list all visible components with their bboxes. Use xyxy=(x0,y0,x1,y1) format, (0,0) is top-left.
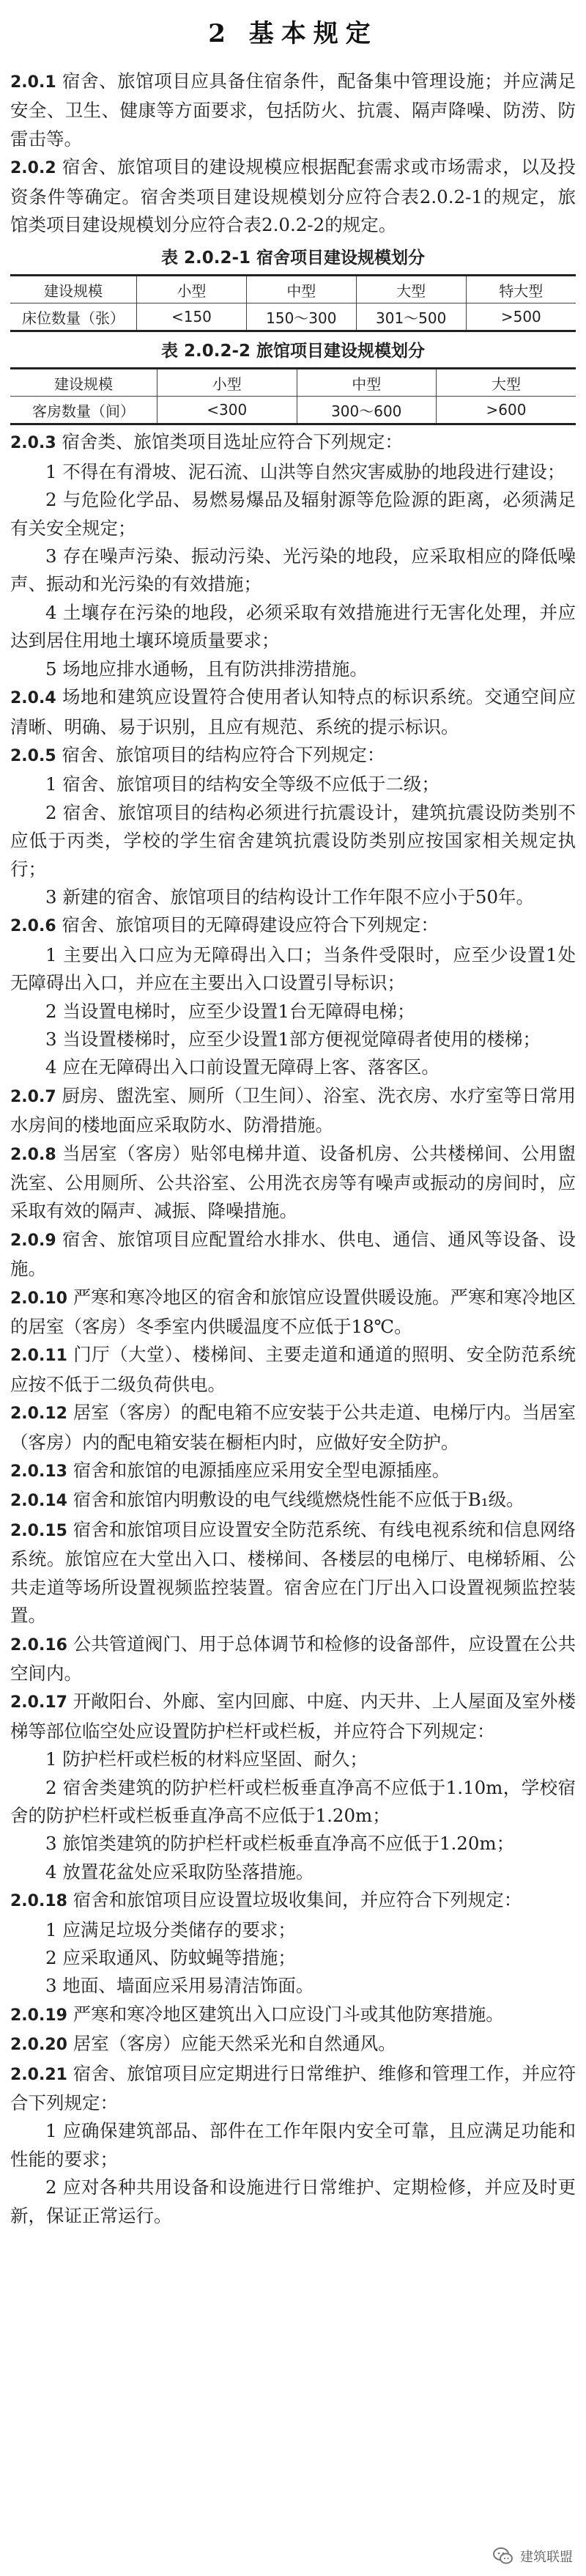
clause-text: 宿舍和旅馆项目应设置安全防范系统、有线电视系统和信息网络系统。旅馆应在大堂出入口、楼梯间、各楼层的电梯厅、电梯轿厢、公共走道等场所设置视频监控装置。宿舍应在门厅出入口设置视频监控装置。 xyxy=(10,1518,576,1627)
clause-number: 2.0.6 xyxy=(10,917,56,936)
clause-item: 3 当设置楼梯时，应至少设置1部方便视觉障碍者使用的楼梯； xyxy=(45,1028,541,1050)
clause-number: 2.0.16 xyxy=(10,1635,67,1655)
clause-item: 2 宿舍、旅馆项目的结构必须进行抗震设计，建筑抗震设防类别不应低于丙类，学校的学生宿舍建筑抗震设防类别应按国家相关规定执行； xyxy=(10,801,576,880)
watermark-text: 建筑联盟 xyxy=(520,2550,573,2565)
clause-text: 居室（客房）的配电箱不应安装于公共走道、电梯厅内。当居室（客房）内的配电箱安装在橱柜内时，应做好安全防护。 xyxy=(10,1402,576,1453)
table-cell: 301～500 xyxy=(356,303,466,331)
clause-text: 宿舍、旅馆项目的建设规模应根据配套需求或市场需求，以及投资条件等确定。宿舍类项目建设规模划分应符合表2.0.2-1的规定，旅馆类项目建设规模划分应符合表2.0.2-2的规定。 xyxy=(10,156,576,236)
table-caption: 表 2.0.2-1 宿舍项目建设规模划分 xyxy=(160,249,426,268)
clause xyxy=(10,911,576,941)
clause xyxy=(10,1284,576,1342)
clause-number: 2.0.9 xyxy=(10,1231,56,1250)
clause-text: 宿舍、旅馆项目的无障碍建设应符合下列规定： xyxy=(62,914,439,936)
table-cell: 特大型 xyxy=(466,276,576,303)
table-cell: 150～300 xyxy=(246,303,356,331)
clause-number: 2.0.5 xyxy=(10,746,56,765)
table-cell: 大型 xyxy=(356,276,466,303)
clause-text: 厨房、盥洗室、厕所（卫生间）、浴室、洗衣房、水疗室等日常用水房间的楼地面应采取防水、防滑措施。 xyxy=(10,1084,576,1136)
clause xyxy=(10,1516,576,1630)
clause-text: 严寒和寒冷地区建筑出入口应设门斗或其他防寒措施。 xyxy=(73,2003,504,2025)
section-title: 2 基本规定 xyxy=(208,19,378,48)
clause xyxy=(10,1226,576,1284)
table-cell: 大型 xyxy=(437,369,576,397)
clause-item: 1 应确保建筑部品、部件在工作年限内安全可靠，且应满足功能和性能的要求； xyxy=(10,2120,576,2170)
clause-number: 2.0.7 xyxy=(10,1087,56,1106)
clause xyxy=(10,1341,576,1399)
clause-number: 2.0.20 xyxy=(10,2036,67,2055)
clause-number: 2.0.2 xyxy=(10,159,56,178)
clause xyxy=(10,2030,576,2059)
clause-text: 宿舍和旅馆内明敷设的电气线缆燃烧性能不应低于B₁级。 xyxy=(73,1489,524,1511)
clause xyxy=(10,1399,576,1457)
clause-item: 3 存在噪声污染、振动污染、光污染的地段，应采取相应的降低噪声、振动和光污染的有效措施； xyxy=(10,545,576,595)
clause xyxy=(10,1688,576,1745)
clause-item: 4 应在无障碍出入口前设置无障碍上客、落客区。 xyxy=(45,1056,440,1078)
table-caption: 表 2.0.2-2 旅馆项目建设规模划分 xyxy=(160,342,426,361)
clause xyxy=(10,741,576,770)
clause-text: 宿舍、旅馆项目应配置给水排水、供电、通信、通风等设备、设施。 xyxy=(10,1228,576,1280)
clause-item: 4 放置花盆处应采取防坠落措施。 xyxy=(45,1861,314,1883)
table-cell: 中型 xyxy=(297,369,437,397)
clause-item: 1 应满足垃圾分类储存的要求； xyxy=(45,1918,296,1940)
clause-number: 2.0.21 xyxy=(10,2065,67,2084)
clause-number: 2.0.19 xyxy=(10,2006,67,2025)
clause-number: 2.0.10 xyxy=(10,1289,67,1308)
clause-number: 2.0.3 xyxy=(10,434,56,453)
table-cell: >500 xyxy=(466,303,576,331)
clause-item: 1 主要出入口应为无障碍出入口；当条件受限时，应至少设置1处无障碍出入口，并应在主要出入口设置引导标识； xyxy=(10,943,576,994)
table-cell: 中型 xyxy=(246,276,356,303)
clause-number: 2.0.13 xyxy=(10,1462,67,1482)
scale-table xyxy=(10,274,576,332)
clause xyxy=(10,67,576,153)
clause-number: 2.0.8 xyxy=(10,1145,56,1164)
clause-text: 场地和建筑应设置符合使用者认知特点的标识系统。交通空间应清晰、明确、易于识别，且应有规范、系统的提示标识。 xyxy=(10,686,576,737)
clause xyxy=(10,2001,576,2030)
table-row xyxy=(10,369,576,397)
clause-item: 1 不得在有滑坡、泥石流、山洪等自然灾害威胁的地段进行建设； xyxy=(45,460,565,482)
clause-item: 2 与危险化学品、易燃易爆品及辐射源等危险源的距离，必须满足有关安全规定； xyxy=(10,489,576,539)
clause-text: 宿舍和旅馆的电源插座应采用安全型电源插座。 xyxy=(73,1460,450,1482)
clause-item: 3 地面、墙面应采用易清洁饰面。 xyxy=(45,1975,314,1997)
clause xyxy=(10,1457,576,1486)
clause-item: 5 场地应排水通畅，且有防洪排涝措施。 xyxy=(45,658,368,680)
clause-text: 严寒和寒冷地区的宿舍和旅馆应设置供暖设施。严寒和寒冷地区的居室（客房）冬季室内供暖温度不应低于18℃。 xyxy=(10,1286,576,1338)
table-row xyxy=(10,276,576,303)
clause-number: 2.0.18 xyxy=(10,1892,67,1911)
watermark xyxy=(492,2545,573,2567)
clause-item: 4 土壤存在污染的地段，必须采取有效措施进行无害化处理，并应达到居住用地土壤环境质量要求； xyxy=(10,601,576,652)
table-cell: 建设规模 xyxy=(10,276,137,303)
table-cell: <300 xyxy=(157,397,297,424)
clause-item: 2 应采取通风、防蚊蝇等措施； xyxy=(45,1946,296,1968)
clause-number: 2.0.4 xyxy=(10,689,56,708)
table-cell: <150 xyxy=(137,303,247,331)
clause xyxy=(10,1630,576,1688)
clause-text: 宿舍、旅馆项目应具备住宿条件，配备集中管理设施；并应满足安全、卫生、健康等方面要求，包括防火、抗震、隔声降噪、防涝、防雷击等。 xyxy=(10,70,576,150)
table-cell: 建设规模 xyxy=(10,369,157,397)
clause-text: 宿舍类、旅馆类项目选址应符合下列规定： xyxy=(62,431,403,453)
table-row xyxy=(10,397,576,424)
clause-item: 1 防护栏杆或栏板的材料应坚固、耐久； xyxy=(45,1748,368,1770)
clause-text: 当居室（客房）贴邻电梯井道、设备机房、公共楼梯间、公用盥洗室、公用厕所、公共浴室、公用洗衣房等有噪声或振动的房间时，应采取有效的隔声、减振、降噪措施。 xyxy=(10,1142,576,1222)
clause xyxy=(10,1082,576,1140)
clause xyxy=(10,153,576,239)
table-cell: 小型 xyxy=(157,369,297,397)
table-cell: 300～600 xyxy=(297,397,437,424)
clause-number: 2.0.11 xyxy=(10,1347,67,1366)
table-cell: 床位数量（张） xyxy=(10,303,137,331)
scale-table xyxy=(10,367,576,425)
clause-text: 门厅（大堂）、楼梯间、主要走道和通道的照明、安全防范系统应按不低于二级负荷供电。 xyxy=(10,1344,576,1395)
table-cell: >600 xyxy=(437,397,576,424)
clause-item: 3 旅馆类建筑的防护栏杆或栏板垂直净高不应低于1.20m； xyxy=(45,1833,515,1855)
table-cell: 客房数量（间） xyxy=(10,397,157,424)
clause-number: 2.0.14 xyxy=(10,1492,67,1511)
clause xyxy=(10,428,576,457)
clause xyxy=(10,2060,576,2118)
clause-number: 2.0.15 xyxy=(10,1521,67,1540)
clause-number: 2.0.12 xyxy=(10,1405,67,1424)
clause-text: 居室（客房）应能天然采光和自然通风。 xyxy=(73,2033,396,2055)
clause xyxy=(10,1886,576,1916)
clause-number: 2.0.1 xyxy=(10,73,56,92)
clause-item: 1 宿舍、旅馆项目的结构安全等级不应低于二级； xyxy=(45,773,440,795)
clause-text: 开敞阳台、外廊、室内回廊、中庭、内天井、上人屋面及室外楼梯等部位临空处应设置防护栏杆或栏板，并应符合下列规定： xyxy=(10,1690,576,1742)
clause-number: 2.0.17 xyxy=(10,1693,67,1712)
clause-text: 宿舍、旅馆项目应定期进行日常维护、维修和管理工作，并应符合下列规定： xyxy=(10,2062,576,2113)
clause-text: 宿舍和旅馆项目应设置垃圾收集间，并应符合下列规定： xyxy=(73,1889,522,1911)
wechat-icon xyxy=(492,2545,514,2567)
clause-text: 公共管道阀门、用于总体调节和检修的设备部件，应设置在公共空间内。 xyxy=(10,1633,576,1684)
table-cell: 小型 xyxy=(137,276,247,303)
clause-item: 2 应对各种共用设备和设施进行日常维护、定期检修，并应及时更新，保证正常运行。 xyxy=(10,2176,576,2226)
clause-item: 2 当设置电梯时，应至少设置1台无障碍电梯； xyxy=(45,1000,415,1022)
clause xyxy=(10,1140,576,1226)
clause-item: 2 宿舍类建筑的防护栏杆或栏板垂直净高不应低于1.10m，学校宿舍的防护栏杆或栏板垂直净高不应低于1.20m； xyxy=(10,1776,576,1826)
clause-item: 3 新建的宿舍、旅馆项目的结构设计工作年限不应小于50年。 xyxy=(45,886,535,908)
clause xyxy=(10,683,576,741)
clause xyxy=(10,1486,576,1515)
clause-text: 宿舍、旅馆项目的结构应符合下列规定： xyxy=(62,743,385,765)
section-body xyxy=(10,67,576,2230)
table-row xyxy=(10,303,576,331)
